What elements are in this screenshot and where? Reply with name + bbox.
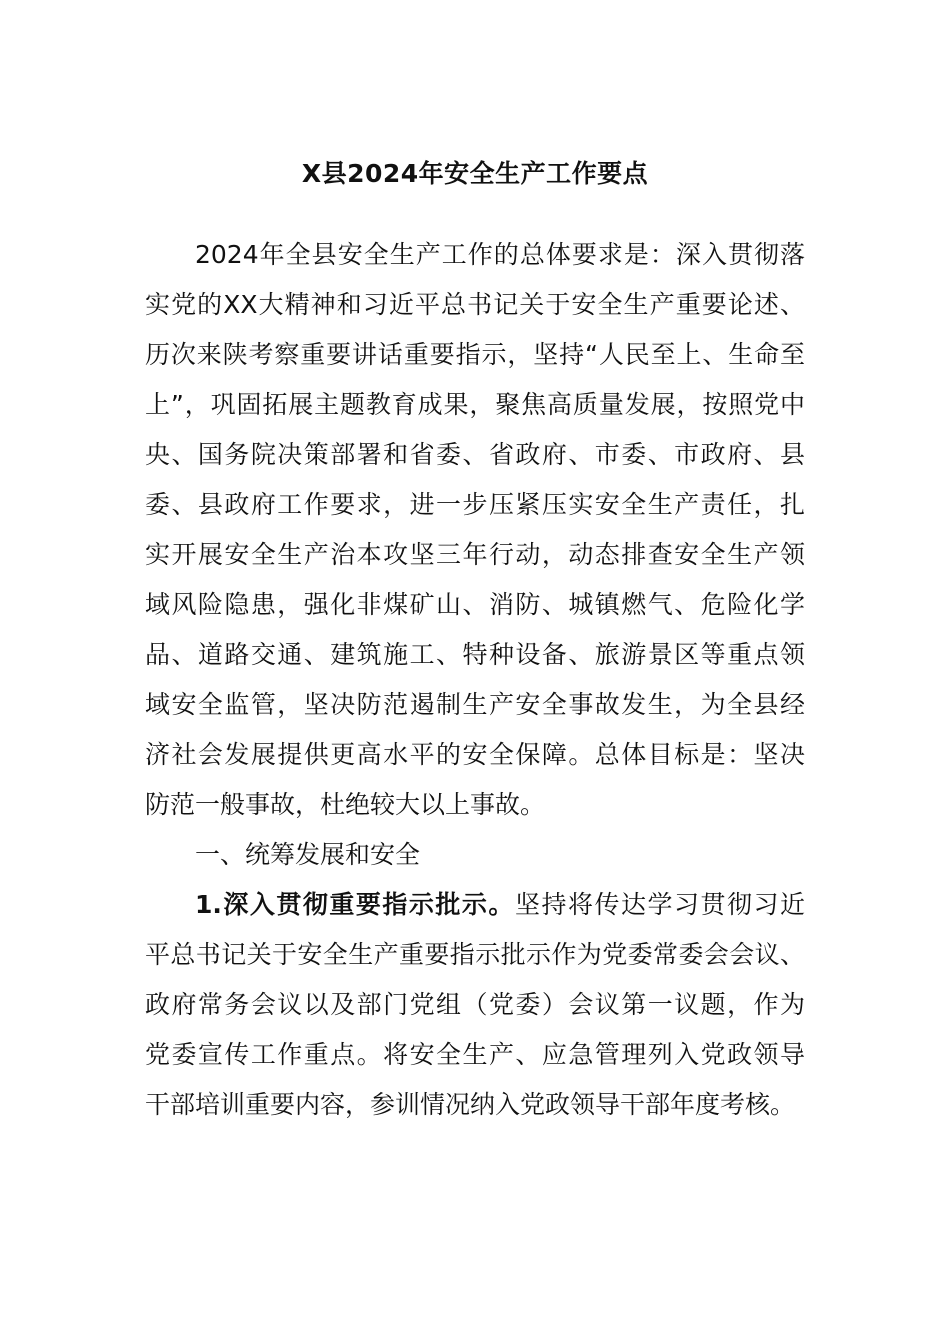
intro-line: 央、国务院决策部署和省委、省政府、市委、市政府、县 <box>145 440 805 469</box>
item-1-line: 政府常务会议以及部门党组（党委）会议第一议题，作为 <box>145 990 805 1019</box>
intro-line: 实开展安全生产治本攻坚三年行动，动态排查安全生产领 <box>145 540 805 569</box>
intro-line: 委、县政府工作要求，进一步压紧压实安全生产责任，扎 <box>145 490 805 519</box>
intro-line: 实党的XX大精神和习近平总书记关于安全生产重要论述、 <box>145 290 805 319</box>
document-body <box>145 230 805 1130</box>
intro-line: 域安全监管，坚决防范遏制生产安全事故发生，为全县经 <box>145 690 805 719</box>
item-1-line: 干部培训重要内容，参训情况纳入党政领导干部年度考核。 <box>145 1090 796 1119</box>
item-1-heading: 1.深入贯彻重要指示批示。 <box>195 890 515 919</box>
item-1-line: 党委宣传工作重点。将安全生产、应急管理列入党政领导 <box>145 1040 805 1069</box>
intro-line: 2024年全县安全生产工作的总体要求是：深入贯彻落 <box>195 240 805 269</box>
item-1-first-line <box>145 880 805 930</box>
document-title: X县2024年安全生产工作要点 <box>301 159 649 188</box>
intro-line: 防范一般事故，杜绝较大以上事故。 <box>145 790 546 819</box>
intro-line: 济社会发展提供更高水平的安全保障。总体目标是：坚决 <box>145 740 805 769</box>
intro-line: 历次来陕考察重要讲话重要指示，坚持“人民至上、生命至 <box>145 340 805 369</box>
intro-line: 域风险隐患，强化非煤矿山、消防、城镇燃气、危险化学 <box>145 590 805 619</box>
section-heading: 一、统筹发展和安全 <box>195 840 421 869</box>
intro-line: 品、道路交通、建筑施工、特种设备、旅游景区等重点领 <box>145 640 805 669</box>
item-1-line: 平总书记关于安全生产重要指示批示作为党委常委会会议、 <box>145 940 805 969</box>
item-1-first-line-text: 坚持将传达学习贯彻习近 <box>514 890 805 919</box>
intro-line: 上”，巩固拓展主题教育成果，聚焦高质量发展，按照党中 <box>145 390 805 419</box>
